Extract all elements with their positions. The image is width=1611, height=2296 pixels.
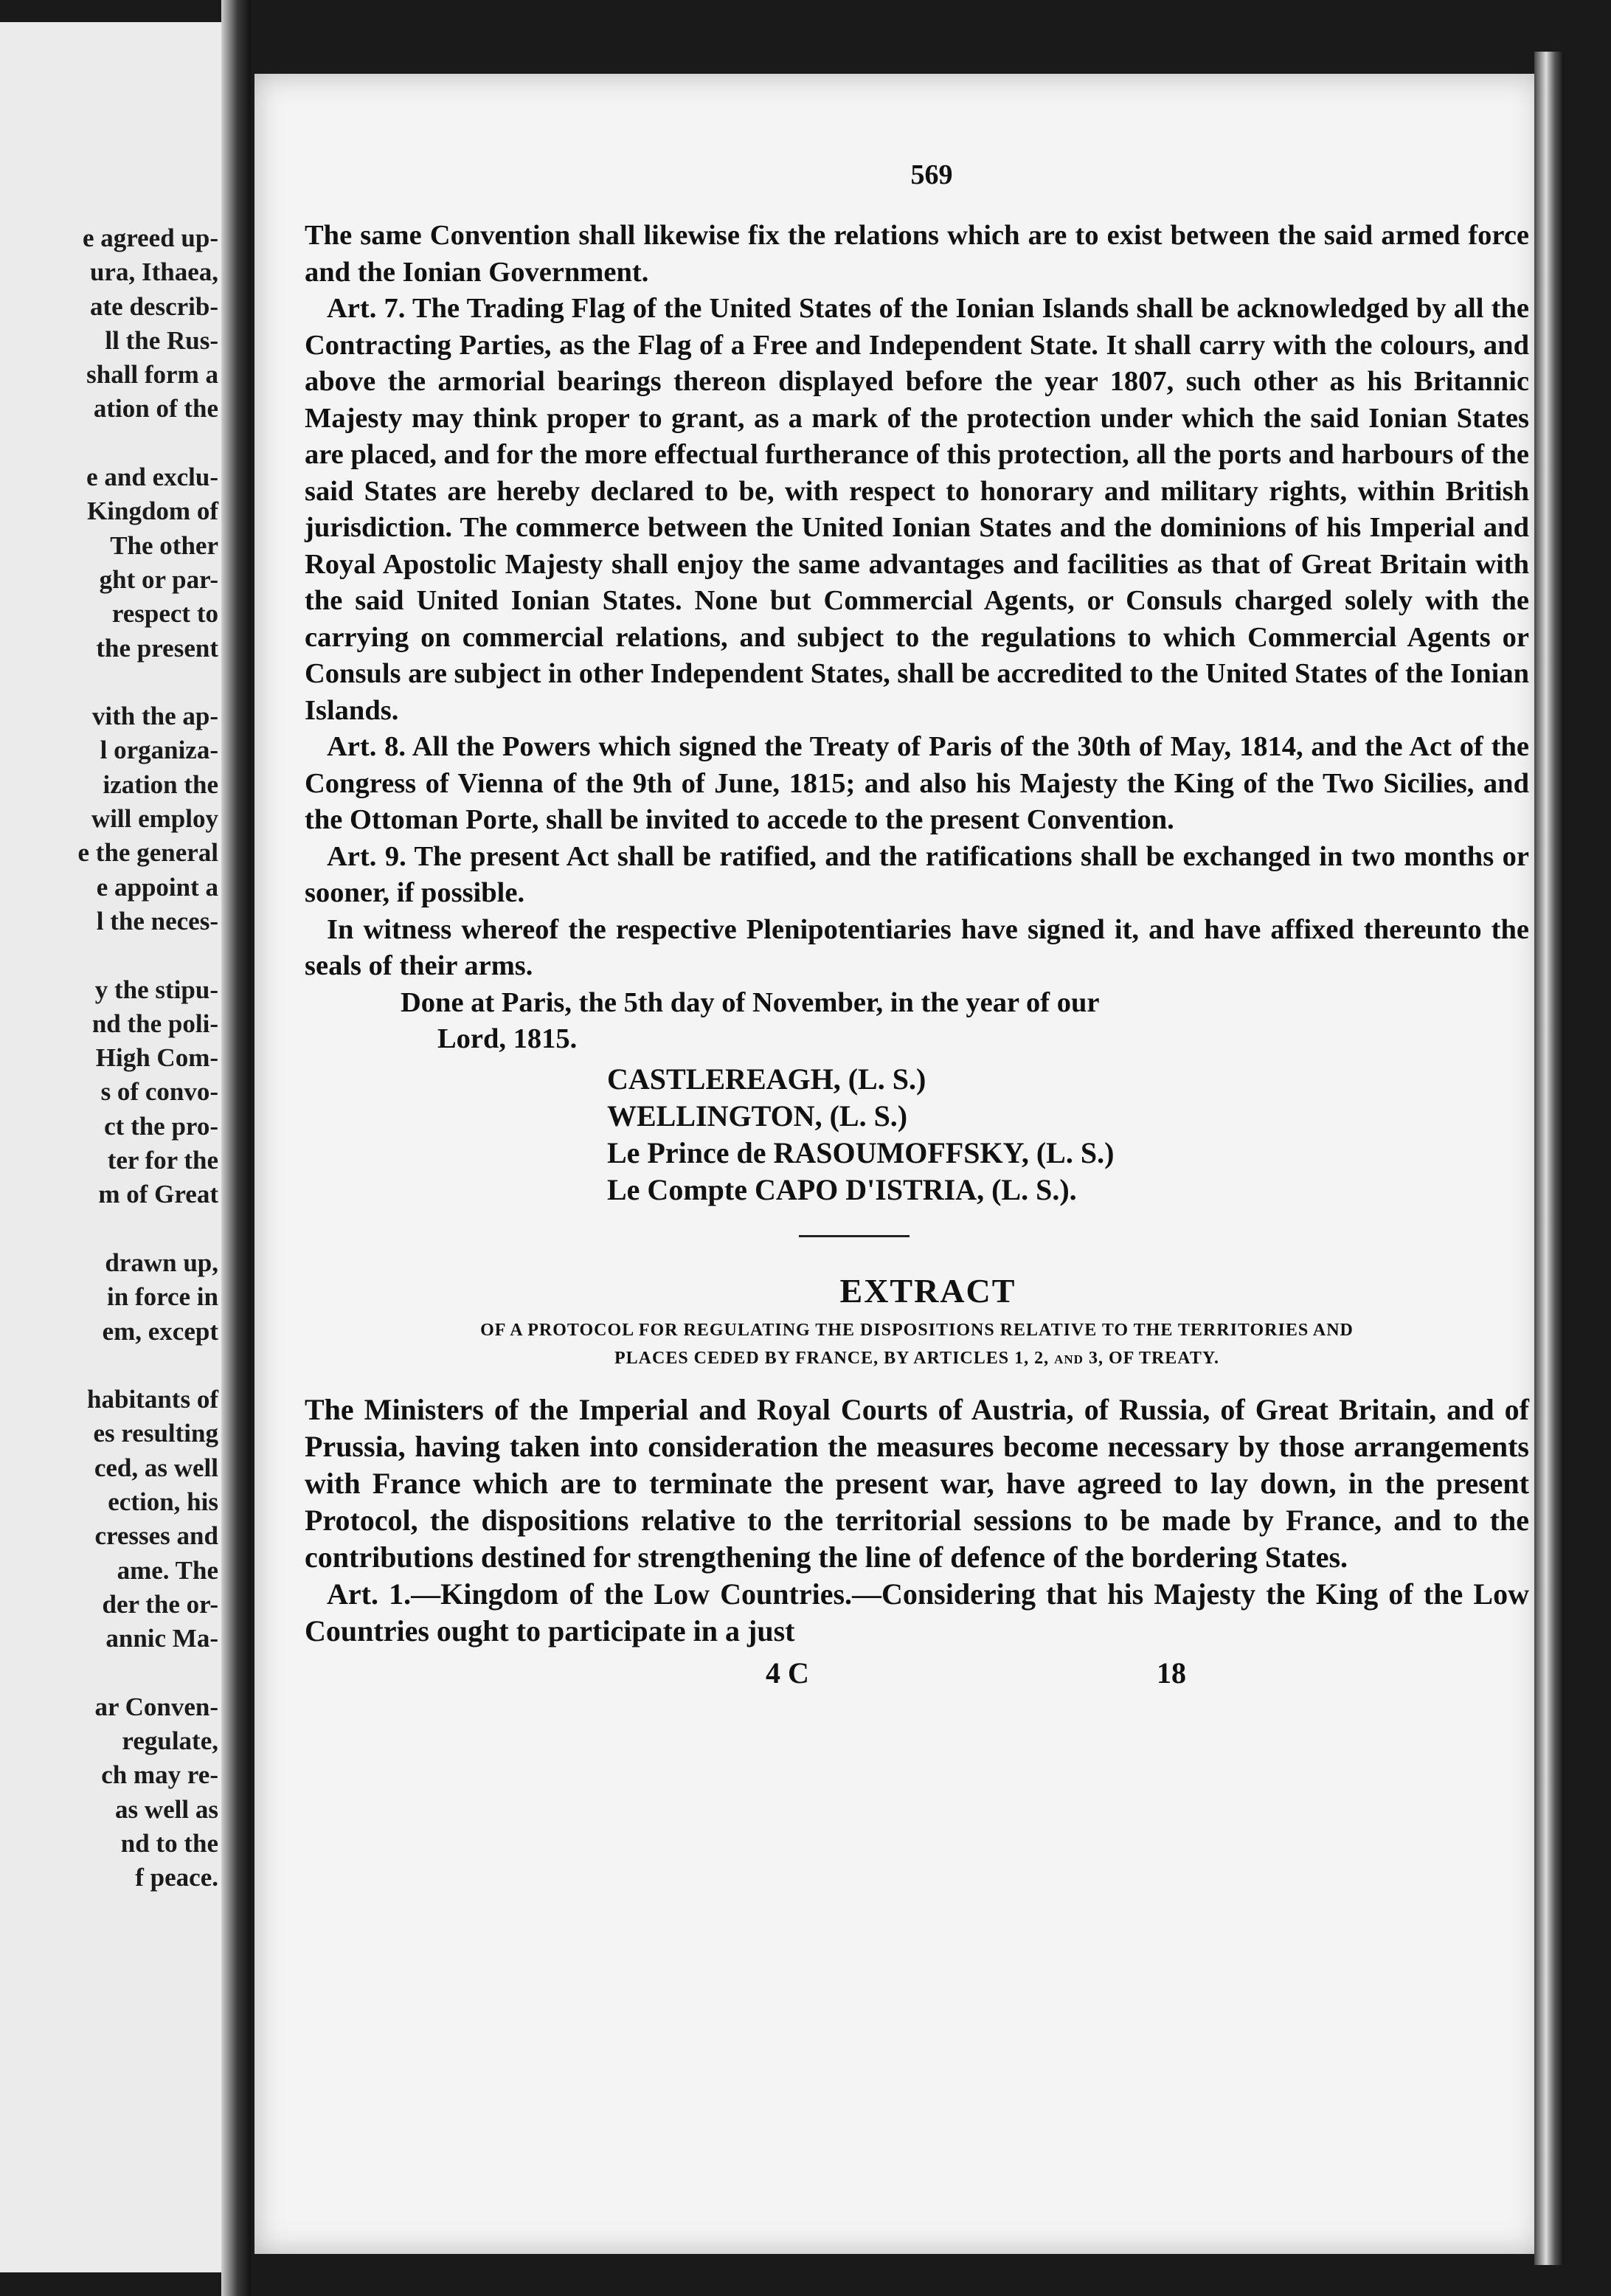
paragraph: Art. 7. The Trading Flag of the United States of the Ionian Islands shall be acknowledged by all the Contracting Parties, as the Flag of a Free and Independent State. It shall carry with the colours, and above the armorial bearings thereon displayed before the year 1807, such other as his Britannic Majesty may think proper to grant, as a mark of the protection under which the said Ionian States are placed, and for the more effectual furtherance of this protection, all the ports and harbours of the said States are hereby declared to be, with respect to honorary and military rights, within British jurisdiction. The commerce between the United Ionian States and the dominions of his Imperial and Royal Apostolic Majesty shall enjoy the same advantages and facilities as that of Great Britain with the said United Ionian States. None but Commercial Agents, or Consuls charged solely with the carrying on commercial relations, and subject to the regulations to which Commercial Agents or Consuls are subject in other Independent States, shall be accredited to the United States of the Ionian Islands. xyxy=(305,293,1529,726)
left-page-line xyxy=(78,426,218,460)
left-page-line: Kingdom of xyxy=(87,497,218,526)
left-page-line: ll the Rus- xyxy=(105,325,218,355)
signature: CASTLEREAGH, (L. S.) xyxy=(607,1062,926,1096)
page-footer xyxy=(305,1656,1529,1700)
left-page-line: respect to xyxy=(111,599,218,629)
left-page-line xyxy=(78,1656,218,1690)
left-page-line: will employ xyxy=(91,804,218,834)
left-page-line: in force in xyxy=(106,1282,218,1312)
left-page-line: ter for the xyxy=(107,1146,218,1175)
left-page-line: ation of the xyxy=(93,394,218,423)
left-page-line: ced, as well xyxy=(94,1453,218,1482)
left-page-line: nd the poli- xyxy=(91,1009,218,1038)
extract-title: EXTRACT xyxy=(839,1271,1016,1310)
left-page-line: ct the pro- xyxy=(104,1111,218,1141)
paragraph: In witness whereof the respective Plenipotentiaries have signed it, and have affixed thereunto the seals of their arms. xyxy=(305,913,1529,981)
left-page-line: l the neces- xyxy=(96,906,218,936)
left-page-line: The other xyxy=(110,530,218,560)
left-page-line: annic Ma- xyxy=(105,1624,218,1653)
left-page-line: s of convo- xyxy=(100,1077,218,1107)
signature-mark: 4 C xyxy=(766,1656,809,1690)
left-page-line: vith the ap- xyxy=(91,702,218,731)
dated-line: Done at Paris, the 5th day of November, in the year of our xyxy=(401,986,1100,1018)
left-page-line: ura, Ithaea, xyxy=(89,257,218,287)
page-edge xyxy=(1534,52,1564,2265)
paragraph: Art. 8. All the Powers which signed the Treaty of Paris of the 30th of May, 1814, and the Act of the Congress of Vienna of the 9th of June, 1815; and also his Majesty the King of the Two Sicilies, and the Ottoman Porte, shall be invited to accede to the present Convention. xyxy=(305,731,1529,835)
paragraph: Art. 9. The present Act shall be ratified, and the ratifications shall be exchanged in two months or sooner, if possible. xyxy=(305,840,1529,908)
signature: WELLINGTON, (L. S.) xyxy=(607,1099,908,1133)
left-page-line: as well as xyxy=(115,1794,218,1824)
left-page-line: shall form a xyxy=(86,360,218,390)
left-page-line xyxy=(78,1212,218,1246)
left-page-line: e appoint a xyxy=(96,872,218,902)
book-gutter xyxy=(221,0,251,2296)
signature: Le Compte CAPO D'ISTRIA, (L. S.). xyxy=(607,1172,1077,1206)
left-page-line: der the or- xyxy=(102,1589,218,1619)
left-page-line: ame. The xyxy=(117,1555,218,1585)
paragraph: Art. 1.—Kingdom of the Low Countries.—Considering that his Majesty the King of the Low Countries ought to participate in a just xyxy=(305,1577,1529,1647)
left-page-line xyxy=(78,1349,218,1383)
left-page-line: ization the xyxy=(103,770,218,799)
right-page xyxy=(254,74,1542,2254)
left-page-line xyxy=(78,938,218,972)
left-page-line: em, except xyxy=(102,1316,218,1346)
page-number: 569 xyxy=(910,159,953,190)
left-page-line: ate describ- xyxy=(90,291,218,321)
left-page-line: l organiza- xyxy=(100,736,218,765)
left-page-text xyxy=(78,221,218,1895)
left-page-line: ection, his xyxy=(108,1487,218,1516)
left-page-line: f peace. xyxy=(135,1863,218,1892)
left-page-line xyxy=(78,665,218,699)
page-text-block xyxy=(305,159,1529,1700)
left-page xyxy=(0,22,235,2272)
paragraph: The same Convention shall likewise fix the relations which are to exist between the said armed force and the Ionian Government. xyxy=(305,220,1529,288)
extract-subtitle xyxy=(305,1316,1529,1372)
left-page-line: High Com- xyxy=(95,1043,218,1073)
left-page-line: y the stipu- xyxy=(94,975,218,1004)
extract-subtitle-line: PLACES CEDED BY FRANCE, BY ARTICLES 1, 2, and 3, OF TREATY. xyxy=(614,1348,1219,1368)
sheet-number: 18 xyxy=(1157,1656,1186,1690)
left-page-line: drawn up, xyxy=(105,1248,218,1277)
left-page-line: ght or par- xyxy=(99,564,218,594)
paragraph: The Ministers of the Imperial and Royal Courts of Austria, of Russia, of Great Britain, and of Prussia, having taken into consideration the measures become necessary by those arrangements with France which are to terminate the present war, have agreed to lay down, in the present Protocol, the dispositions relative to the territorial sessions to be made by France, and to the contributions destined for strengthening the line of defence of the bordering States. xyxy=(305,1392,1529,1574)
left-page-line: ar Conven- xyxy=(94,1692,218,1721)
left-page-line: habitants of xyxy=(87,1385,218,1414)
left-page-line: the present xyxy=(96,633,218,663)
left-page-line: e agreed up- xyxy=(82,224,218,252)
left-page-line: es resulting xyxy=(93,1419,218,1448)
left-page-line: e and exclu- xyxy=(86,463,218,492)
left-page-line: ch may re- xyxy=(101,1760,218,1790)
left-page-line: cresses and xyxy=(94,1521,218,1551)
left-page-line: m of Great xyxy=(98,1180,218,1209)
signature-block xyxy=(305,1061,1529,1208)
left-page-line: nd to the xyxy=(120,1828,218,1858)
dated-line-year: Lord, 1815. xyxy=(437,1023,578,1054)
section-divider xyxy=(799,1235,910,1237)
signature: Le Prince de RASOUMOFFSKY, (L. S.) xyxy=(607,1135,1115,1169)
extract-subtitle-line: OF A PROTOCOL FOR REGULATING THE DISPOSITIONS RELATIVE TO THE TERRITORIES AND xyxy=(480,1320,1354,1340)
left-page-line: e the general xyxy=(77,838,218,868)
left-page-line: regulate, xyxy=(122,1726,218,1756)
